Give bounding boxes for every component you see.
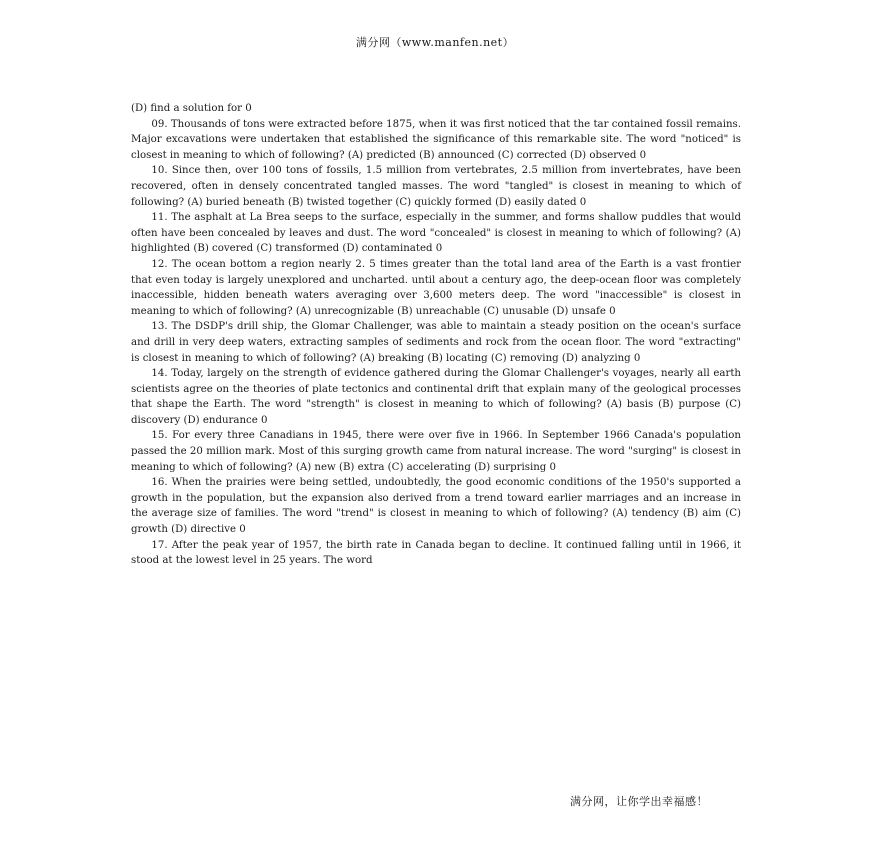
question-paragraph: 16. When the prairies were being settled, undoubtedly, the good economic conditions of the 1950's supported a growth in the population, but the expansion also derived from a trend toward earlier marriages and an increase in the average size of families. The word "trend" is closest in meaning to which of following? (A) tendency (B) aim (C) growth (D) directive 0 xyxy=(131,477,741,536)
page-footer: 满分网，让你学出幸福感！ xyxy=(570,795,708,808)
question-paragraph: 11. The asphalt at La Brea seeps to the surface, especially in the summer, and forms shallow puddles that would often have been concealed by leaves and dust. The word "concealed" is closest in meaning to which of following? (A) highlighted (B) covered (C) transformed (D) contaminated 0 xyxy=(131,212,741,255)
page-header: 满分网（www.manfen.net） xyxy=(355,36,515,49)
question-paragraph: 10. Since then, over 100 tons of fossils, 1.5 million from vertebrates, 2.5 million from invertebrates, have been recovered, often in densely concentrated tangled masses. The word "tangled" is closest in meaning to which of following? (A) buried beneath (B) twisted together (C) quickly formed (D) easily dated 0 xyxy=(131,165,741,208)
question-paragraph: 14. Today, largely on the strength of evidence gathered during the Glomar Challenger's voyages, nearly all earth scientists agree on the theories of plate tectonics and continental drift that explain many of the geological processes that shape the Earth. The word "strength" is closest in meaning to which of following? (A) basis (B) purpose (C) discovery (D) endurance 0 xyxy=(131,368,741,426)
document-body xyxy=(131,101,741,569)
question-paragraph: 09. Thousands of tons were extracted before 1875, when it was first noticed that the tar contained fossil remains. Major excavations were undertaken that established the significance of this remarkable site. The word "noticed" is closest in meaning to which of following? (A) predicted (B) announced (C) corrected (D) observed 0 xyxy=(131,118,741,161)
question-paragraph: 17. After the peak year of 1957, the birth rate in Canada began to decline. It continued falling until in 1966, it stood at the lowest level in 25 years. The word xyxy=(131,539,741,567)
lead-line: (D) find a solution for 0 xyxy=(131,103,252,114)
question-paragraph: 15. For every three Canadians in 1945, there were over five in 1966. In September 1966 Canada's population passed the 20 million mark. Most of this surging growth came from natural increase. The word "surging" is closest in meaning to which of following? (A) new (B) extra (C) accelerating (D) surprising 0 xyxy=(131,430,741,473)
question-paragraph: 13. The DSDP's drill ship, the Glomar Challenger, was able to maintain a steady position on the ocean's surface and drill in very deep waters, extracting samples of sediments and rock from the ocean floor. The word "extracting" is closest in meaning to which of following? (A) breaking (B) locating (C) removing (D) analyzing 0 xyxy=(131,321,741,364)
question-paragraph: 12. The ocean bottom a region nearly 2. 5 times greater than the total land area of the Earth is a vast frontier that even today is largely unexplored and uncharted. until about a century ago, the deep-ocean floor was completely inaccessible, hidden beneath waters averaging over 3,600 meters deep. The word "inaccessible" is closest in meaning to which of following? (A) unrecognizable (B) unreachable (C) unusable (D) unsafe 0 xyxy=(131,258,741,317)
